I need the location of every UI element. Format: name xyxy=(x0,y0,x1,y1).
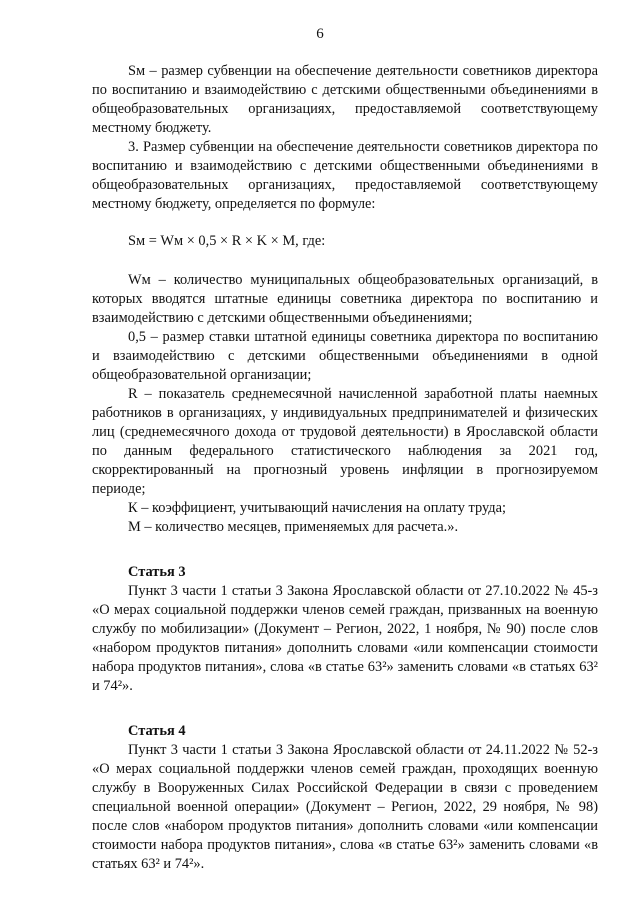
page-number: 6 xyxy=(316,26,324,42)
paragraph-sm-definition: Sм – размер субвенции на обеспечение деятельности советников директора по воспитанию и взаимодействию с детскими общественными объединениями в общеобразовательных организациях, предоставляемой соответствующему местному бюджету. xyxy=(92,63,598,136)
definition-m: М – количество месяцев, применяемых для расчета.». xyxy=(128,519,459,535)
definition-r: R – показатель среднемесячной начисленной заработной платы наемных работников в организациях, у индивидуальных предпринимателей и физических лиц (среднемесячного дохода от трудовой деятельности) в Ярославской области по данным федерального статистического наблюдения за 2021 год, скорректированный на прогнозный уровень инфляции в прогнозируемом периоде; xyxy=(92,386,598,497)
article-3-text: Пункт 3 части 1 статьи 3 Закона Ярославской области от 27.10.2022 № 45-з «О мерах социальной поддержки членов семей граждан, призванных на военную службу по мобилизации» (Документ – Регион, 2022, 1 ноября, № 90) после слов «набором продуктов питания» дополнить словами «или компенсации стоимости набора продуктов питания», слова «в статье 63²» заменить словами «в статьях 63² и 74²». xyxy=(92,583,598,694)
definition-wm: Wм – количество муниципальных общеобразовательных организаций, в которых вводятся штатные единицы советника директора по воспитанию и взаимодействию с детскими общественными объединениями; xyxy=(92,272,598,326)
definition-k: К – коэффициент, учитывающий начисления на оплату труда; xyxy=(128,500,506,516)
paragraph-clause-3: 3. Размер субвенции на обеспечение деятельности советников директора по воспитанию и взаимодействию с детскими общественными объединениями в общеобразовательных организациях, предоставляемой соответствующему местному бюджету, определяется по формуле: xyxy=(92,139,598,212)
article-3-title: Статья 3 xyxy=(128,564,186,580)
article-4-title: Статья 4 xyxy=(128,723,186,739)
formula: Sм = Wм × 0,5 × R × K × M, где: xyxy=(128,233,326,249)
document-body xyxy=(92,62,598,874)
article-4-text: Пункт 3 части 1 статьи 3 Закона Ярославской области от 24.11.2022 № 52-з «О мерах социальной поддержки членов семей граждан, проходящих военную службу в Вооруженных Силах Российской Федерации в связи с проведением специальной военной операции» (Документ – Регион, 2022, 29 ноября, № 98) после слов «набором продуктов питания» дополнить словами «или компенсации стоимости набора продуктов питания», слова «в статье 63²» заменить словами «в статьях 63² и 74²». xyxy=(92,742,598,872)
definition-rate: 0,5 – размер ставки штатной единицы советника директора по воспитанию и взаимодействию с детскими общественными объединениями в одной общеобразовательной организации; xyxy=(92,329,598,383)
